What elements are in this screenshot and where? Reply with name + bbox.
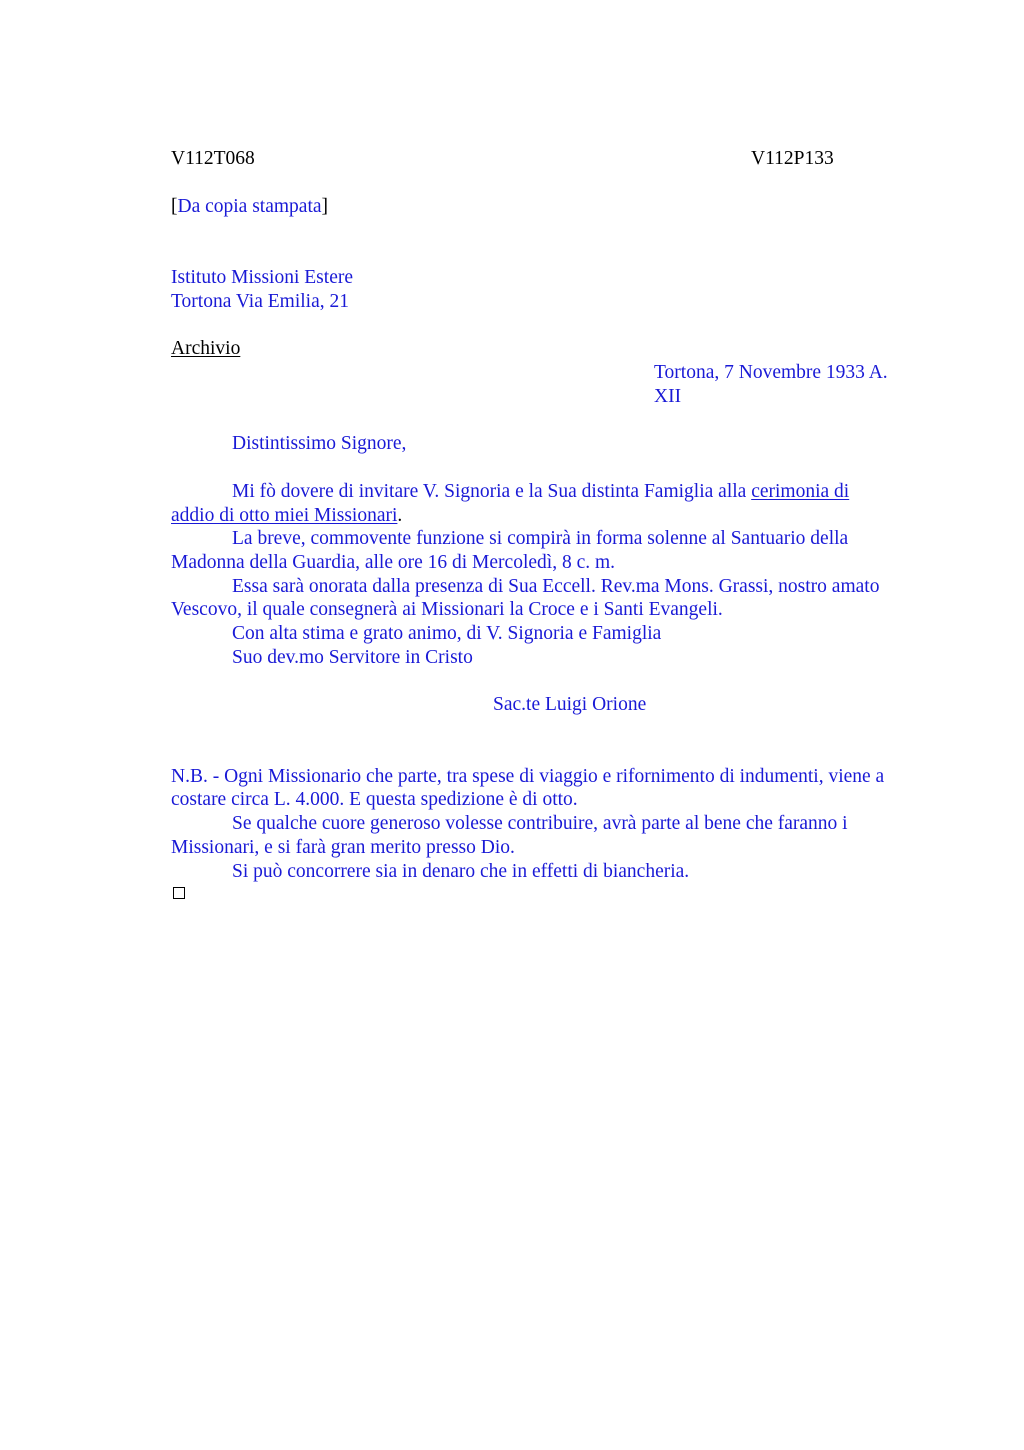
ceremony-link-part-2: addio di otto miei Missionari	[171, 505, 398, 526]
letterhead-line-1: Istituto Missioni Estere	[171, 267, 353, 288]
body-paragraph-1-tail: .	[397, 505, 403, 526]
body-paragraph-1-line-2	[171, 504, 402, 528]
source-note-text: Da copia stampata	[177, 196, 322, 217]
closing-line-1: Con alta stima e grato animo, di V. Signoria e Famiglia	[232, 623, 662, 644]
body-paragraph-2-line-2: Madonna della Guardia, alle ore 16 di Mercoledì, 8 c. m.	[171, 552, 616, 573]
nb-line-5: Si può concorrere sia in denaro che in effetti di biancheria.	[232, 861, 690, 882]
end-box-icon	[173, 887, 185, 899]
source-note-open-bracket: [	[171, 196, 178, 217]
closing-line-2: Suo dev.mo Servitore in Cristo	[232, 647, 473, 668]
archive-label: Archivio	[171, 338, 241, 359]
source-note	[171, 195, 328, 219]
body-paragraph-1-lead: Mi fò dovere di invitare V. Signoria e la Sua distinta Famiglia alla	[232, 481, 752, 502]
signature: Sac.te Luigi Orione	[493, 694, 647, 715]
nb-line-4: Missionari, e si farà gran merito presso Dio.	[171, 837, 515, 858]
letterhead-line-2: Tortona Via Emilia, 21	[171, 291, 349, 312]
date-line-2: XII	[654, 386, 682, 407]
body-paragraph-3-line-2: Vescovo, il quale consegnerà ai Missionari la Croce e i Santi Evangeli.	[171, 599, 723, 620]
source-note-close-bracket: ]	[321, 196, 329, 217]
nb-line-2: costare circa L. 4.000. E questa spedizione è di otto.	[171, 789, 578, 810]
document-code-left: V112T068	[171, 148, 255, 169]
document-code-right: V112P133	[751, 148, 834, 169]
body-paragraph-1-line-1	[232, 480, 849, 504]
nb-line-3: Se qualche cuore generoso volesse contribuire, avrà parte al bene che faranno i	[232, 813, 848, 834]
salutation: Distintissimo Signore,	[232, 433, 407, 454]
body-paragraph-2-line-1: La breve, commovente funzione si compirà in forma solenne al Santuario della	[232, 528, 849, 549]
ceremony-link-part-1: cerimonia di	[751, 481, 850, 502]
body-paragraph-3-line-1: Essa sarà onorata dalla presenza di Sua Eccell. Rev.ma Mons. Grassi, nostro amato	[232, 576, 880, 597]
date-line-1: Tortona, 7 Novembre 1933 A.	[654, 362, 888, 383]
nb-line-1: N.B. - Ogni Missionario che parte, tra spese di viaggio e rifornimento di indumenti, viene a	[171, 766, 885, 787]
